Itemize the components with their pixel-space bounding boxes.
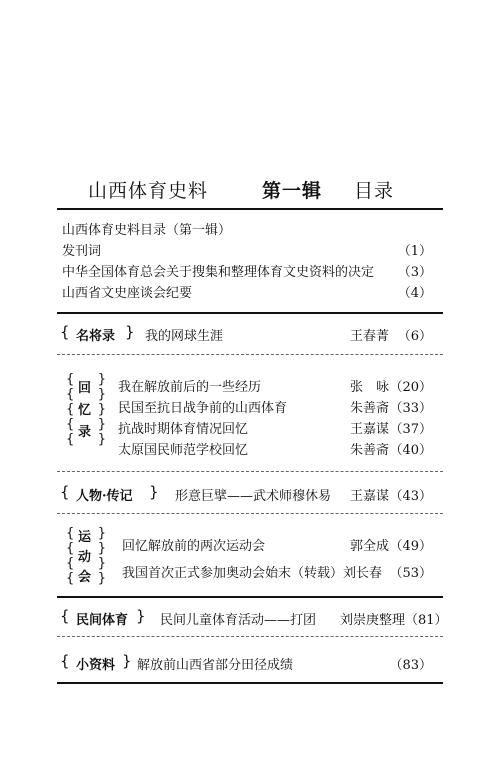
footer-rule <box>57 682 443 684</box>
entry-author: 刘崇庚整理 <box>340 613 406 628</box>
brace-right: } <box>122 652 132 670</box>
section-label-char: 动 <box>78 550 92 565</box>
entry-page: （40） <box>389 443 432 458</box>
entry-title: 抗战时期体育情况回忆 <box>118 422 249 437</box>
brace-right: } <box>149 483 159 501</box>
entry-title: 回忆解放前的两次运动会 <box>122 539 266 554</box>
brace-left: { <box>60 652 70 670</box>
entry-title: 我的网球生涯 <box>145 329 224 344</box>
section-label-char: 运 <box>78 530 92 545</box>
front-page-3: （4） <box>397 286 432 301</box>
front-title-1: 发刊词 <box>62 244 102 259</box>
entry-author: 郭全成 <box>350 539 390 554</box>
section-divider <box>57 596 443 598</box>
section-label-char: 回 <box>78 381 92 396</box>
front-title-2: 中华全国体育总会关于搜集和整理体育文史资料的决定 <box>62 265 375 280</box>
header-rule <box>57 208 443 210</box>
section-divider <box>57 513 443 514</box>
entry-page: （81） <box>405 613 448 628</box>
section-label-xiaoziliao: 小资料 <box>76 658 116 673</box>
brace-left: { <box>60 323 70 341</box>
brace-right: } <box>136 607 146 625</box>
entry-title: 太原国民师范学校回忆 <box>118 443 249 458</box>
section-label-mingjiang: 名将录 <box>76 329 116 344</box>
section-label-char: 会 <box>78 570 92 585</box>
front-page-1: （1） <box>397 244 432 259</box>
section-label-minjian: 民间体育 <box>76 613 129 628</box>
entry-page: （6） <box>397 329 432 344</box>
section-divider <box>57 354 443 355</box>
front-title-3: 山西省文史座谈会纪要 <box>62 286 193 301</box>
section-label-renwu: 人物·传记 <box>76 489 133 504</box>
entry-title: 民国至抗日战争前的山西体育 <box>118 401 288 416</box>
entry-page: （37） <box>389 422 432 437</box>
section-label-yundonghui: { { { { 运 动 会 } } } } <box>66 526 106 586</box>
entry-title: 解放前山西省部分田径成绩 <box>137 658 294 673</box>
brace-left: { <box>60 607 70 625</box>
entry-page: （53） <box>389 566 432 581</box>
front-page-2: （3） <box>397 265 432 280</box>
entry-page: （43） <box>389 489 432 504</box>
toc-label: 目录 <box>354 180 395 202</box>
brace-left: { <box>60 483 70 501</box>
section-divider <box>57 636 443 637</box>
entry-author: 朱善斋 <box>350 443 390 458</box>
entry-page: （20） <box>389 380 432 395</box>
brace-right: } <box>125 323 135 341</box>
entry-author: 张 咏 <box>350 380 390 395</box>
entry-title: 我在解放前后的一些经历 <box>118 380 262 395</box>
entry-page: （49） <box>389 539 432 554</box>
entry-page: （33） <box>389 401 432 416</box>
entry-author: 王嘉谋 <box>350 422 390 437</box>
book-title: 山西体育史料 <box>88 180 209 202</box>
section-label-char: 录 <box>78 425 92 440</box>
entry-title: 形意巨擘——武术师穆休易 <box>175 489 332 504</box>
section-label-huiyi: { { { { { 回 忆 录 } } } } } <box>66 372 106 447</box>
entry-author: 王春菁 <box>350 329 390 344</box>
front-title-0: 山西体育史料目录（第一辑） <box>62 223 232 238</box>
issue-label: 第一辑 <box>262 180 323 202</box>
section-divider <box>57 471 443 472</box>
entry-page: （83） <box>389 658 432 673</box>
front-rule <box>57 312 443 314</box>
entry-author: 朱善斋 <box>350 401 390 416</box>
section-label-char: 忆 <box>78 403 92 418</box>
entry-title: 我国首次正式参加奥动会始末（转载）刘长春 <box>122 566 383 581</box>
entry-title: 民间儿童体育活动——打团 <box>160 613 317 628</box>
entry-author: 王嘉谋 <box>350 489 390 504</box>
